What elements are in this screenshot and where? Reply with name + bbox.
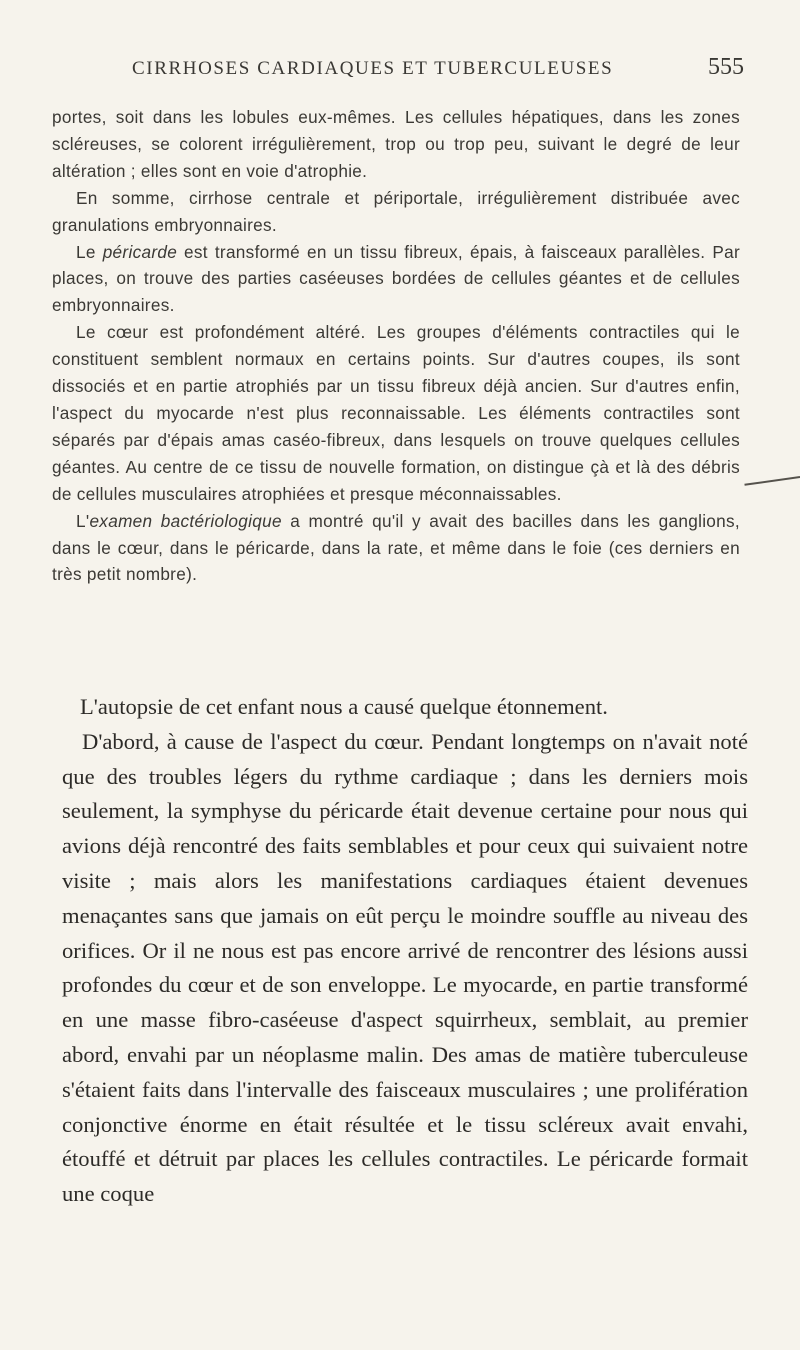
paragraph: Le cœur est profondément altéré. Les groupes d'éléments contractiles qui le constituent semblent normaux en certains points. Sur d'autres coupes, ils sont dissociés et en partie atrophiés par un tissu fibreux déjà ancien. Sur d'autres enfin, l'aspect du myocarde n'est plus reconnaissable. Les éléments contractiles sont séparés par d'épais amas caséo-fibreux, dans lesquels on trouve quelques cellules géantes. Au centre de ce tissu de nouvelle formation, on distingue çà et là des débris de cellules musculaires atrophiées et presque méconnaissables.	[52, 322, 740, 504]
italic-term: péricarde	[102, 241, 178, 262]
running-header	[56, 54, 746, 84]
italic-term: examen bactériologique	[89, 510, 282, 531]
paragraph-examen	[52, 508, 740, 589]
paragraph: D'abord, à cause de l'aspect du cœur. Pendant longtemps on n'avait noté que des troubles légers du rythme cardiaque ; dans les derniers mois seulement, la symphyse du péricarde était devenue certaine pour nous qui avions déjà rencontré des faits semblables et pour ceux qui suivaient notre visite ; mais alors les manifestations cardiaques étaient devenues menaçantes sans que jamais on eût perçu le moindre souffle au niveau des orifices. Or il ne nous est pas encore arrivé de rencontrer des lésions aussi profondes du cœur et de son enveloppe. Le myocarde, en partie transformé en une masse fibro-caséeuse d'aspect squirrheux, semblait, au premier abord, envahi par un néoplasme malin. Des amas de matière tuberculeuse s'étaient faits dans l'intervalle des faisceaux musculaires ; une prolifération conjonctive énorme en était résultée et le tissu scléreux avait envahi, étouffé et détruit par places les cellules contractiles. Le péricarde formait une coque	[62, 728, 748, 1207]
paragraph-body: a montré qu'il y avait des bacilles dans les ganglions, dans le cœur, dans le péricarde, dans la rate, et même dans le foie (ces derniers en très petit nombre).	[52, 510, 740, 585]
paragraph-prefix: L'	[76, 510, 90, 531]
paragraph-body: est transformé en un tissu fibreux, épais, à faisceaux parallèles. Par places, on trouve des parties caséeuses bordées de cellules géantes et de cellules embryonnaires.	[52, 241, 740, 316]
paragraph: L'autopsie de cet enfant nous a causé quelque étonnement.	[80, 694, 608, 719]
paragraph: portes, soit dans les lobules eux-mêmes. Les cellules hépatiques, dans les zones scléreuses, se colorent irrégulièrement, trop ou trop peu, suivant le degré de leur altération ; elles sont en voie d'atrophie.	[52, 107, 740, 181]
running-title: CIRRHOSES CARDIAQUES ET TUBERCULEUSES	[132, 58, 614, 79]
paragraph-prefix: Le	[76, 241, 103, 262]
margin-pencil-mark	[744, 476, 800, 486]
paragraph: En somme, cirrhose centrale et périportale, irrégulièrement distribuée avec granulations embryonnaires.	[52, 187, 740, 235]
pathology-report-section	[52, 104, 740, 588]
paragraph-pericarde	[52, 239, 740, 320]
discussion-section	[62, 690, 748, 1212]
page-number: 555	[708, 54, 744, 80]
